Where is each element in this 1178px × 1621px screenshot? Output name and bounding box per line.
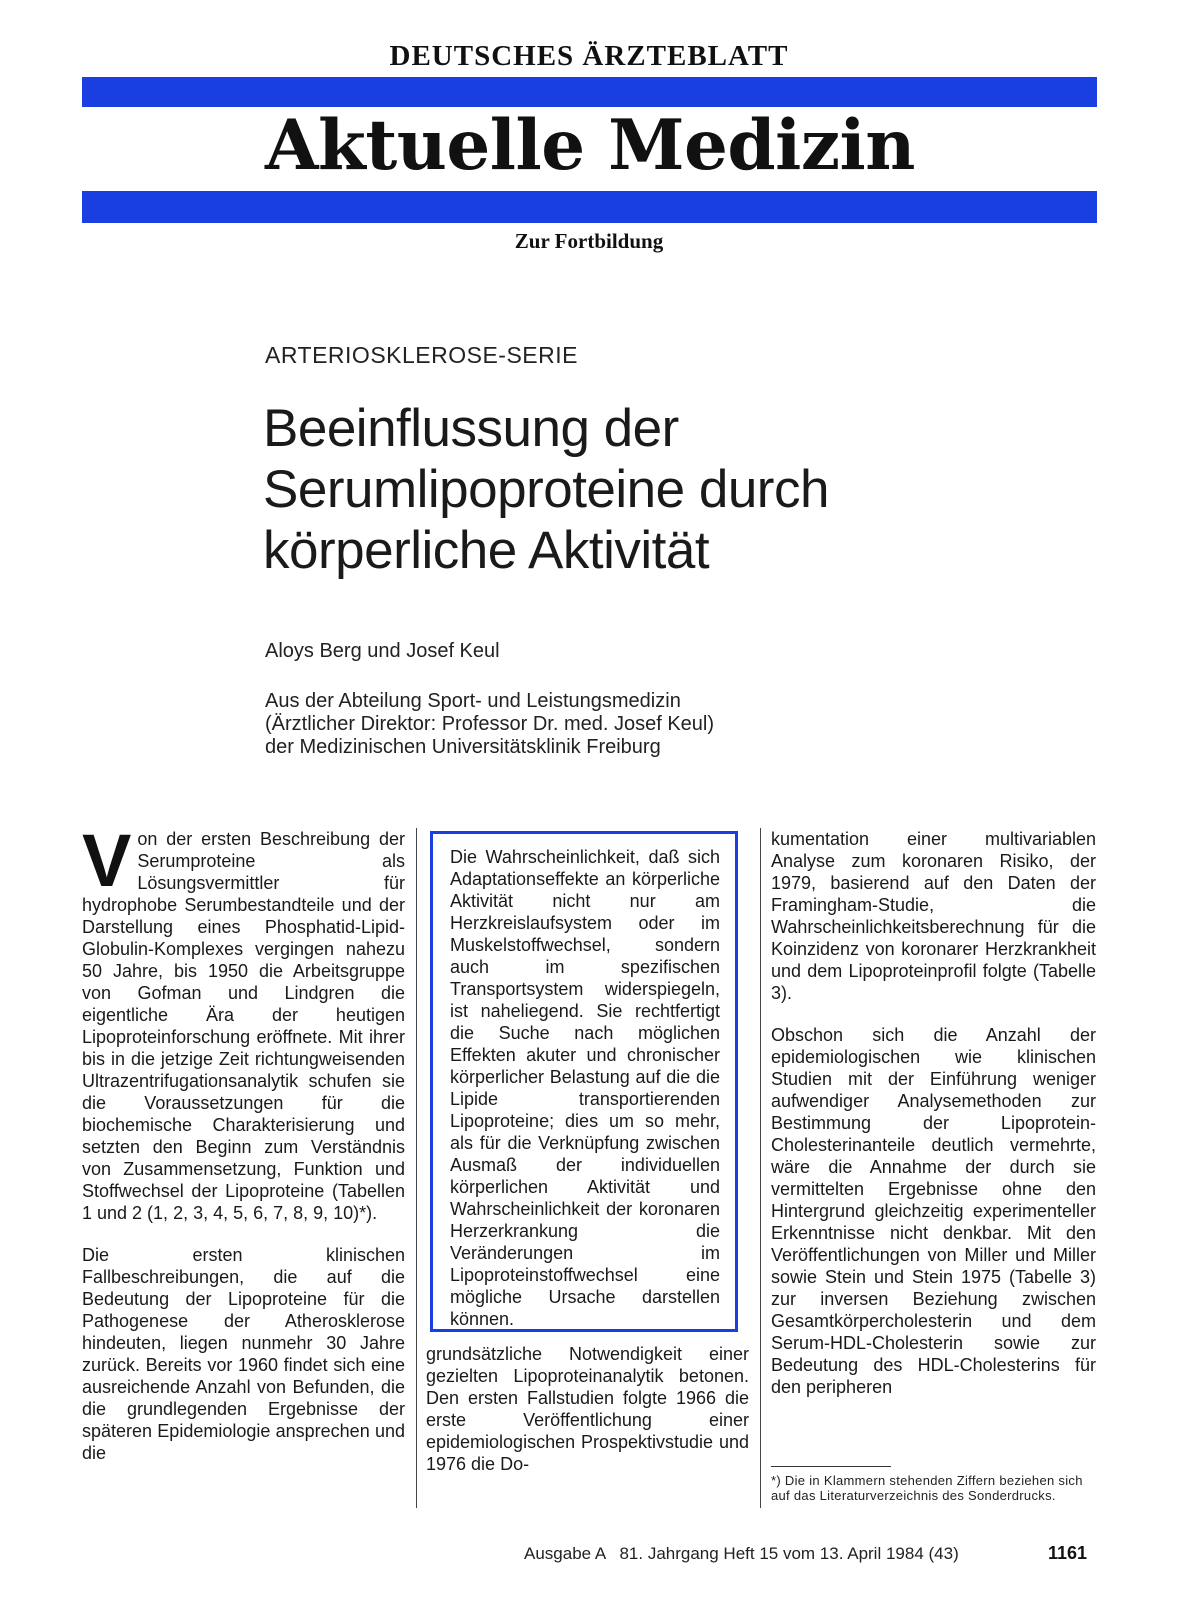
article-authors: Aloys Berg und Josef Keul — [265, 640, 500, 662]
body-column-3 — [771, 828, 1096, 1398]
section-title: Aktuelle Medizin — [265, 105, 915, 186]
body-column-1 — [82, 819, 405, 1464]
body-column-2 — [426, 1343, 749, 1475]
column-divider — [416, 828, 417, 1508]
issue-info: Ausgabe A 81. Jahrgang Heft 15 vom 13. April 1984 (43) — [524, 1544, 959, 1563]
paragraph: Die ersten klinischen Fallbeschreibungen, die auf die Bedeutung der Lipoproteine für die Pathogenese der Atherosklerose hindeuten, liegen nunmehr 30 Jahre zurück. Bereits vor 1960 findet sich eine ausreichende Anzahl von Befunden, die die grundlegenden Ergebnisse der späteren Epidemiologie ansprechen und die — [82, 1245, 405, 1463]
subsection-label: Zur Fortbildung — [514, 229, 664, 253]
paragraph-text: on der ersten Beschreibung der Serumproteine als Lösungsvermittler für hydrophobe Serumbestandteile und der Darstellung eines Phosphatid-Lipid-Globulin-Komplexes vergingen nahezu 50 Jahre, bis 1950 die Arbeitsgruppe von Gofman und Lindgren die eigentliche Ära der heutigen Lipoproteinforschung eröffnete. Mit ihrer bis in die jetzige Zeit richtungweisenden Ultrazentrifugationsanalytik schufen sie die Voraussetzungen für die biochemische Charakterisierung und setzten den Beginn zum Verständnis von Zusammensetzung, Funktion und Stoffwechsel der Lipoproteine (Tabellen 1 und 2 (1, 2, 3, 4, 5, 6, 7, 8, 9, 10)*). — [82, 829, 405, 1223]
paragraph: Obschon sich die Anzahl der epidemiologischen wie klinischen Studien mit der Einführung weniger aufwendiger Analysemethoden zur Bestimmung der Lipoprotein-Cholesterinanteile deutlich vermehrte, wäre die Annahme der durch sie vermittelten Ergebnisse ohne den Hintergrund gleichzeitig experimenteller Erkenntnisse nicht denkbar. Mit den Veröffentlichungen von Miller und Miller sowie Stein und Stein 1975 (Tabelle 3) zur inversen Beziehung zwischen Gesamtkörpercholesterin und dem Serum-HDL-Cholesterin sowie zur Bedeutung des HDL-Cholesterins für den peripheren — [771, 1025, 1096, 1397]
highlight-box-text: Die Wahrscheinlichkeit, daß sich Adaptationseffekte an körperliche Aktivität nicht nur am Herzkreislaufsystem oder im Muskelstoffwechsel, sondern auch im spezifischen Transportsystem widerspiegeln, ist naheliegend. Sie rechtfertigt die Suche nach möglichen Effekten akuter und chronischer körperlicher Belastung auf die die Lipide transportierenden Lipoproteine; dies um so mehr, als für die Verknüpfung zwischen Ausmaß der individuellen körperlichen Aktivität und Wahrscheinlichkeit der koronaren Herzerkrankung die Veränderungen im Lipoproteinstoffwechsel eine mögliche Ursache darstellen können. — [450, 847, 720, 1329]
column-divider — [760, 828, 761, 1508]
author-affiliation: Aus der Abteilung Sport- und Leistungsmedizin (Ärztlicher Direktor: Professor Dr. med. Josef Keul) der Medizinischen Universitätsklinik Freiburg — [265, 690, 715, 758]
paragraph: grundsätzliche Notwendigkeit einer gezielten Lipoproteinanalytik betonen. Den ersten Fallstudien folgte 1966 die erste Veröffentlichung einer epidemiologischen Prospektivstudie und 1976 die Do- — [426, 1344, 749, 1474]
footnote-rule — [771, 1466, 891, 1467]
drop-cap: V — [82, 819, 132, 902]
footnote: *) Die in Klammern stehenden Ziffern beziehen sich auf das Literaturverzeichnis des Sonderdrucks. — [771, 1473, 1083, 1503]
series-label: ARTERIOSKLEROSE-SERIE — [265, 342, 578, 368]
journal-name: DEUTSCHES ÄRZTEBLATT — [389, 40, 789, 72]
paragraph: kumentation einer multivariablen Analyse zum koronaren Risiko, der 1979, basierend auf den Daten der Framingham-Studie, die Wahrscheinlichkeitsberechnung für die Koinzidenz von koronarer Herzkrankheit und dem Lipoproteinprofil folgte (Tabelle 3). — [771, 829, 1096, 1003]
page-number: 1161 — [1048, 1543, 1088, 1563]
article-title: Beeinflussung der Serumlipoproteine durch körperliche Aktivität — [263, 399, 829, 580]
paragraph — [82, 819, 405, 1224]
masthead-band-bottom — [82, 191, 1097, 223]
